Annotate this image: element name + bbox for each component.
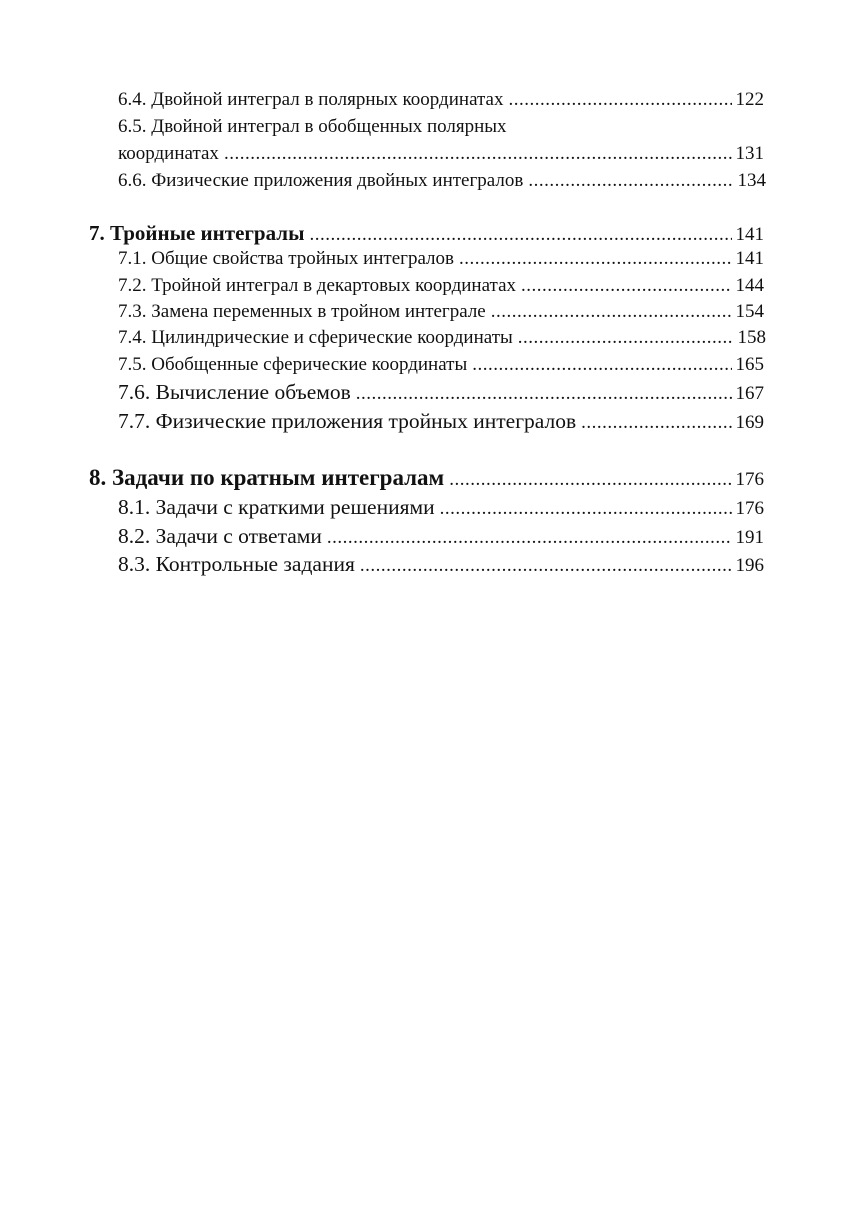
toc-entry-7-4[interactable] [118, 327, 766, 349]
toc-entry-title: координатах [118, 143, 219, 164]
dot-leader [581, 412, 731, 434]
toc-entry-page: 154 [735, 301, 764, 322]
toc-entry-title: 8.1. Задачи с краткими решениями [118, 495, 435, 519]
dot-leader [309, 224, 731, 246]
toc-entry-page: 196 [735, 555, 764, 576]
toc-entry-title: 6.4. Двойной интеграл в полярных координатах [118, 89, 504, 110]
toc-entry-title: 7.1. Общие свойства тройных интегралов [118, 248, 455, 269]
toc-entry-7-7[interactable] [118, 409, 764, 434]
toc-entry-8-2[interactable] [118, 524, 764, 549]
dot-leader [356, 383, 732, 405]
toc-entry-title: 6.6. Физические приложения двойных интегралов [118, 170, 524, 191]
toc-entry-title: 8.2. Задачи с ответами [118, 524, 322, 548]
toc-entry-page: 191 [735, 527, 764, 548]
dot-leader [440, 498, 732, 520]
toc-entry-page: 169 [735, 412, 764, 433]
toc-entry-7-2[interactable] [118, 275, 764, 297]
dot-leader [491, 301, 732, 323]
toc-entry-6-5-title-line1[interactable]: 6.5. Двойной интеграл в обобщенных полярных [118, 116, 507, 137]
toc-chapter-page: 141 [735, 224, 764, 245]
toc-entry-6-4[interactable] [118, 89, 764, 111]
dot-leader [449, 469, 731, 491]
toc-chapter-7[interactable] [89, 221, 764, 246]
dot-leader [327, 527, 732, 549]
toc-entry-6-6[interactable] [118, 170, 766, 192]
toc-entry-page: 158 [737, 327, 766, 348]
toc-entry-page: 167 [735, 383, 764, 404]
toc-chapter-title: 7. Тройные интегралы [89, 221, 305, 245]
toc-entry-7-5[interactable] [118, 354, 764, 376]
toc-entry-page: 134 [737, 170, 766, 191]
toc-entry-title: 7.5. Обобщенные сферические координаты [118, 354, 468, 375]
toc-entry-7-3[interactable] [118, 301, 764, 323]
dot-leader [518, 327, 734, 349]
toc-entry-title: 7.4. Цилиндрические и сферические координаты [118, 327, 513, 348]
toc-entry-title: 7.3. Замена переменных в тройном интеграле [118, 301, 486, 322]
dot-leader [508, 89, 731, 111]
toc-entry-page: 131 [735, 143, 764, 164]
dot-leader [224, 143, 732, 165]
toc-entry-8-1[interactable] [118, 495, 764, 520]
toc-chapter-title: 8. Задачи по кратным интегралам [89, 465, 445, 490]
toc-entry-page: 176 [735, 498, 764, 519]
toc-entry-page: 122 [735, 89, 764, 110]
toc-entry-page: 141 [735, 248, 764, 269]
toc-entry-title: 8.3. Контрольные задания [118, 552, 355, 576]
toc-entry-7-1[interactable] [118, 248, 764, 270]
toc-chapter-8[interactable] [89, 465, 764, 491]
dot-leader [528, 170, 733, 192]
toc-entry-8-3[interactable] [118, 552, 764, 577]
dot-leader [472, 354, 731, 376]
toc-entry-6-5[interactable] [118, 143, 764, 165]
toc-entry-page: 165 [735, 354, 764, 375]
toc-entry-title: 7.6. Вычисление объемов [118, 380, 351, 404]
toc-entry-title: 7.7. Физические приложения тройных интегралов [118, 409, 577, 433]
dot-leader [459, 248, 731, 270]
dot-leader [521, 275, 732, 297]
toc-entry-title: 7.2. Тройной интеграл в декартовых координатах [118, 275, 516, 296]
toc-entry-7-6[interactable] [118, 380, 764, 405]
toc-entry-page: 144 [735, 275, 764, 296]
dot-leader [360, 555, 732, 577]
toc-chapter-page: 176 [735, 469, 764, 490]
